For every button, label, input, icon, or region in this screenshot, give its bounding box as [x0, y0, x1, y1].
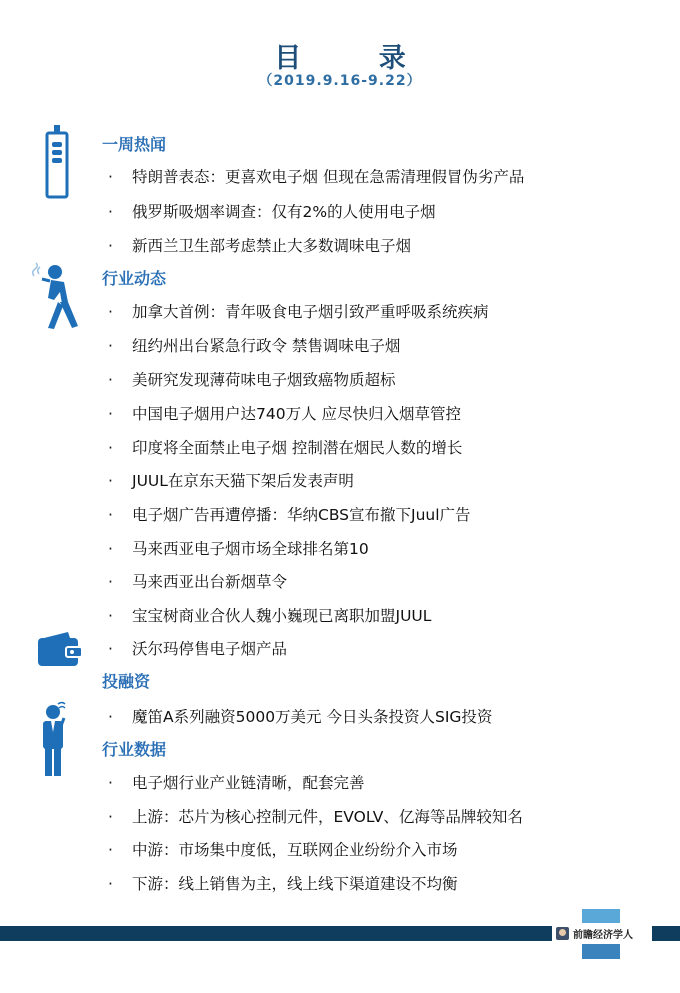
list-item: · 美研究发现薄荷味电子烟致癌物质超标 [108, 371, 396, 389]
bullet: · [108, 640, 113, 658]
list-item: · 印度将全面禁止电子烟 控制潜在烟民人数的增长 [108, 439, 463, 457]
bullet: · [108, 607, 113, 625]
businessman-icon [38, 700, 72, 778]
footer-logo [552, 923, 652, 944]
list-item: · 马来西亚电子烟市场全球排名第10 [108, 540, 369, 558]
bullet: · [108, 808, 113, 826]
wallet-icon [38, 632, 82, 666]
list-item: · 下游：线上销售为主，线上线下渠道建设不均衡 [108, 875, 458, 893]
list-item: · 魔笛A系列融资5000万美元 今日头条投资人SIG投资 [108, 708, 493, 726]
list-item: · 俄罗斯吸烟率调查：仅有2%的人使用电子烟 [108, 203, 436, 221]
smoking-person-icon [30, 262, 86, 330]
section-heading-industry-data: 行业数据 [102, 740, 167, 759]
bullet: · [108, 405, 113, 423]
bullet: · [108, 774, 113, 792]
list-item: · 电子烟广告再遭停播：华纳CBS宣布撤下Juul广告 [108, 506, 471, 524]
list-item: · 新西兰卫生部考虑禁止大多数调味电子烟 [108, 237, 412, 255]
bullet: · [108, 168, 113, 186]
section-heading-industry-news: 行业动态 [102, 269, 167, 288]
list-item: · 电子烟行业产业链清晰，配套完善 [108, 774, 365, 792]
bullet: · [108, 708, 113, 726]
section-heading-weekly-news: 一周热闻 [102, 135, 167, 154]
list-item: · 宝宝树商业合伙人魏小巍现已离职加盟JUUL [108, 607, 432, 625]
bullet: · [108, 337, 113, 355]
bullet: · [108, 371, 113, 389]
e-cigarette-icon [44, 125, 70, 199]
bullet: · [108, 841, 113, 859]
bullet: · [108, 540, 113, 558]
bullet: · [108, 439, 113, 457]
date-range: （2019.9.16-9.22） [258, 73, 422, 89]
logo-avatar-icon [556, 927, 569, 940]
list-item: · 加拿大首例：青年吸食电子烟引致严重呼吸系统疾病 [108, 303, 489, 321]
list-item: · 中游：市场集中度低，互联网企业纷纷介入市场 [108, 841, 458, 859]
bullet: · [108, 303, 113, 321]
list-item: · 纽约州出台紧急行政令 禁售调味电子烟 [108, 337, 401, 355]
footer-accent-bottom [582, 944, 620, 959]
bullet: · [108, 573, 113, 591]
list-item: · 特朗普表态：更喜欢电子烟 但现在急需清理假冒伪劣产品 [108, 168, 525, 186]
bullet: · [108, 203, 113, 221]
list-item: · 上游：芯片为核心控制元件，EVOLV、亿海等品牌较知名 [108, 808, 523, 826]
bullet: · [108, 875, 113, 893]
bullet: · [108, 472, 113, 490]
bullet: · [108, 237, 113, 255]
bullet: · [108, 506, 113, 524]
section-heading-investment: 投融资 [102, 672, 151, 691]
list-item: · JUUL在京东天猫下架后发表声明 [108, 472, 354, 490]
list-item: · 沃尔玛停售电子烟产品 [108, 640, 288, 658]
list-item: · 马来西亚出台新烟草令 [108, 573, 288, 591]
list-item: · 中国电子烟用户达740万人 应尽快归入烟草管控 [108, 405, 462, 423]
logo-text: 前瞻经济学人 [573, 930, 633, 941]
page-title: 目 录 [274, 43, 440, 74]
